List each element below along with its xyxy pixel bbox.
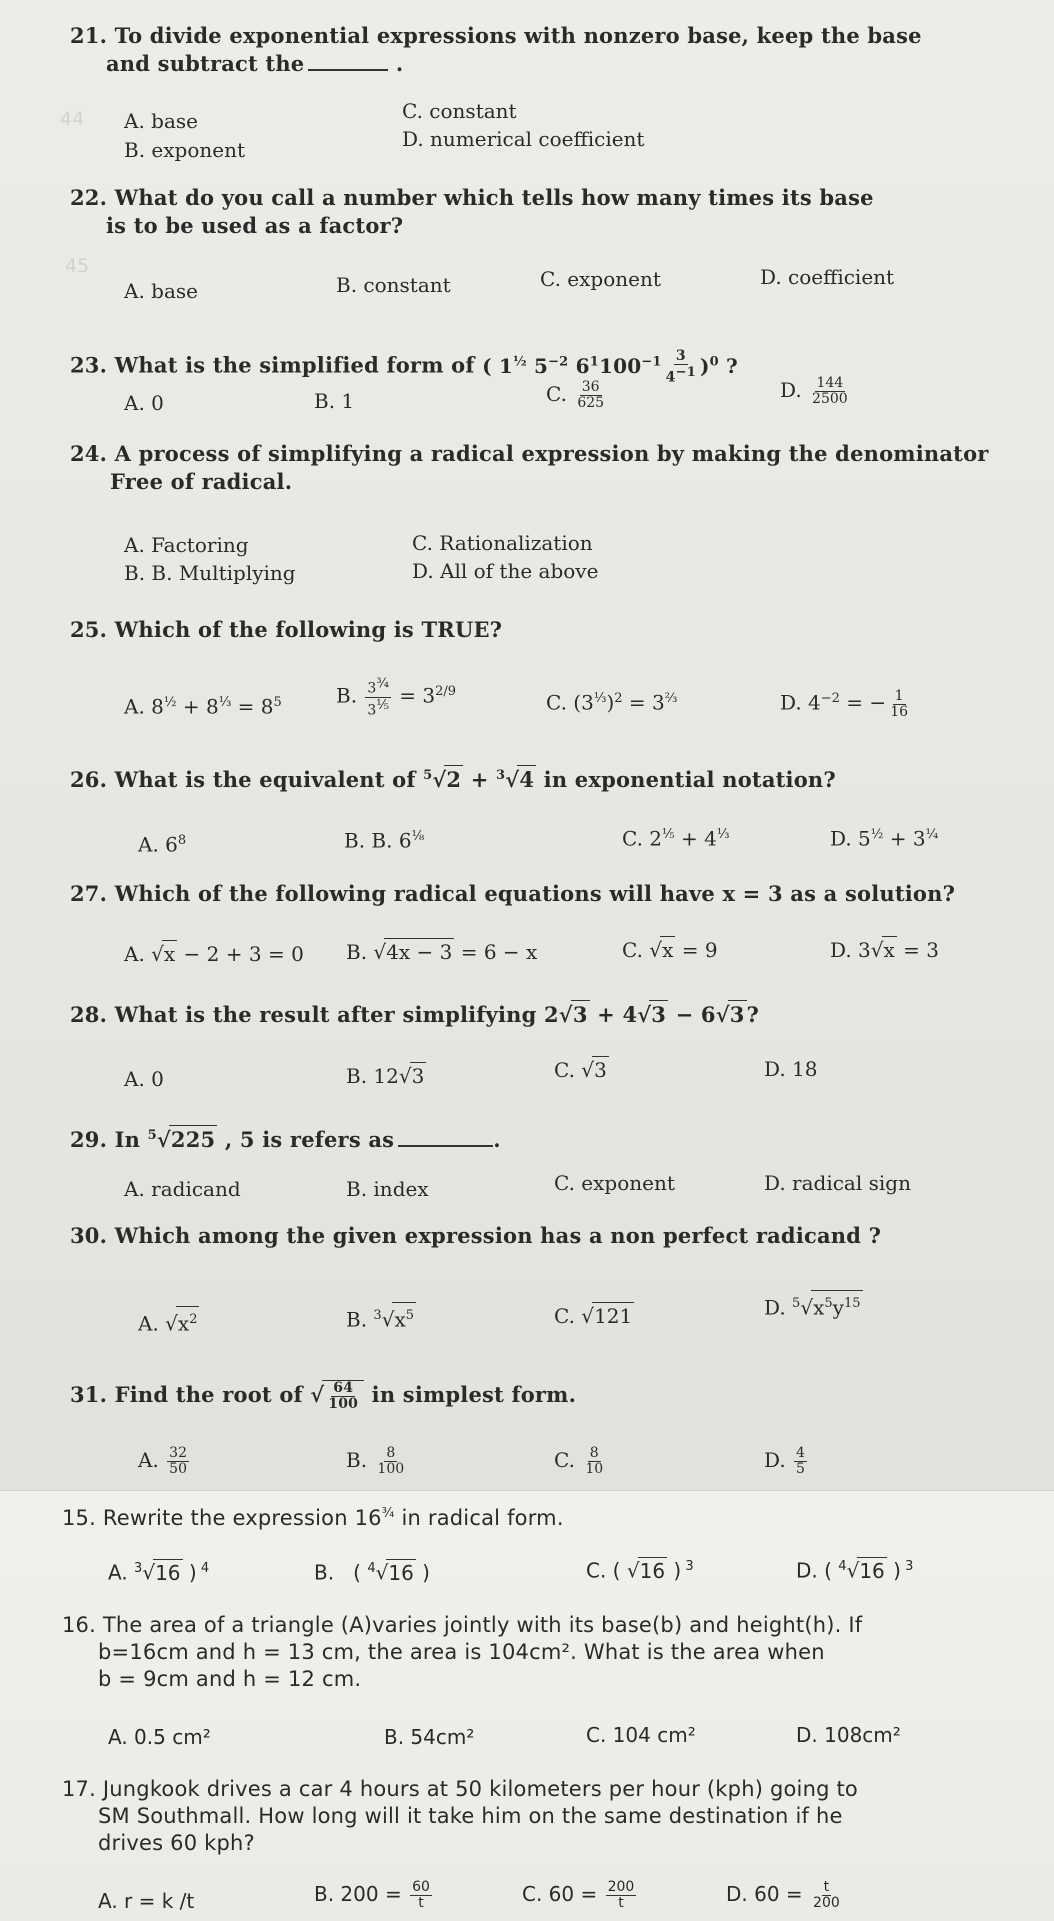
- bleed-through-mark: 45: [65, 255, 90, 277]
- q26-option-a[interactable]: A. $6^8$: [138, 832, 187, 857]
- q31-option-b[interactable]: B. $\frac{8}{100}$: [346, 1445, 405, 1477]
- q26-option-c[interactable]: C. $2^{\frac{1}{5}} + 4^{\frac{1}{3}}$: [622, 826, 730, 851]
- question-23: 23. What is the simplified form of ( $1^{\frac{1}{2}}$ $5^{-2}$ $6^1100^{-1}$ $\frac{3}{4^{-1}}$ )$^0$ ?: [70, 347, 738, 386]
- q31-option-c[interactable]: C. $\frac{8}{10}$: [554, 1445, 604, 1477]
- q27-option-d[interactable]: D. 3√x = 3: [830, 938, 939, 962]
- q31-expression: √ $\frac{64}{100}$: [310, 1382, 364, 1407]
- q23-option-b[interactable]: B. 1: [314, 389, 355, 413]
- q27-option-b[interactable]: B. √4x − 3 = 6 − x: [346, 940, 538, 964]
- q27-option-a[interactable]: A. √x − 2 + 3 = 0: [124, 942, 304, 966]
- q15-option-c[interactable]: C. ( √16 ) $^3$: [586, 1558, 694, 1583]
- q17-option-c[interactable]: C. 60 = $\frac{200}{t}$: [522, 1879, 635, 1911]
- question-15: 15. Rewrite the expression $16^{\frac{3}{4}}$ in radical form.: [62, 1506, 564, 1530]
- question-28: 28. What is the result after simplifying 2√3 + 4√3 − 6√3?: [70, 1002, 760, 1027]
- q17-option-b[interactable]: B. 200 = $\frac{60}{t}$: [314, 1879, 430, 1911]
- q22-option-a[interactable]: A. base: [124, 279, 198, 303]
- q28-option-d[interactable]: D. 18: [764, 1057, 818, 1081]
- q29-expression: $^5$√225: [147, 1127, 216, 1152]
- q24-option-c[interactable]: C. Rationalization: [412, 531, 593, 555]
- q26-option-b[interactable]: B. B. $6^{\frac{1}{8}}$: [344, 828, 425, 853]
- q15-option-d[interactable]: D. ( $^4$√16 ) $^3$: [796, 1558, 914, 1583]
- q25-option-a[interactable]: A. $8^{\frac{1}{2}} + 8^{\frac{1}{3}} = 8^5$: [124, 694, 282, 719]
- q16-option-c[interactable]: C. 104 cm²: [586, 1723, 696, 1747]
- q30-option-a[interactable]: A. $√x^2$: [138, 1306, 199, 1337]
- q23-option-d[interactable]: D. $\frac{144}{2500}$: [780, 375, 848, 407]
- q21-option-d[interactable]: D. numerical coefficient: [402, 127, 645, 151]
- q17-option-d[interactable]: D. 60 = $\frac{t}{200}$: [726, 1879, 840, 1911]
- q29-option-d[interactable]: D. radical sign: [764, 1171, 911, 1195]
- q30-option-c[interactable]: C. √121: [554, 1304, 633, 1328]
- q28-option-c[interactable]: C. √3: [554, 1058, 607, 1082]
- q28-option-a[interactable]: A. 0: [124, 1067, 164, 1091]
- question-30: 30. Which among the given expression has a non perfect radicand ?: [70, 1223, 882, 1248]
- q23-option-a[interactable]: A. 0: [124, 391, 164, 415]
- q23-expression: ( $1^{\frac{1}{2}}$ $5^{-2}$ $6^1100^{-1}$ $\frac{3}{4^{-1}}$ )$^0$ ?: [482, 347, 738, 386]
- question-16: 16. The area of a triangle (A)varies jointly with its base(b) and height(h). If b=16cm and h = 13 cm, the area is 104cm². What is the area when b = 9cm and h = 12 cm.: [62, 1613, 863, 1691]
- q21-option-a[interactable]: A. base: [124, 109, 198, 133]
- q31-option-a[interactable]: A. $\frac{32}{50}$: [138, 1445, 187, 1477]
- q21-option-c[interactable]: C. constant: [402, 99, 517, 123]
- q21-option-b[interactable]: B. exponent: [124, 138, 246, 162]
- q29-option-a[interactable]: A. radicand: [124, 1177, 241, 1201]
- q24-option-d[interactable]: D. All of the above: [412, 559, 599, 583]
- bleed-through-mark: 44: [60, 108, 85, 130]
- q22-option-c[interactable]: C. exponent: [540, 267, 661, 291]
- q22-option-b[interactable]: B. constant: [336, 273, 451, 297]
- q28-option-b[interactable]: B. 12√3: [346, 1064, 425, 1088]
- q15-option-a[interactable]: A. $^3$√16 ) $^4$: [108, 1560, 210, 1585]
- q17-option-a[interactable]: A. r = k /t: [98, 1889, 195, 1913]
- question-29: 29. In $^5$√225 , 5 is refers as .: [70, 1127, 501, 1152]
- q24-option-a[interactable]: A. Factoring: [124, 533, 249, 557]
- question-21: 21. To divide exponential expressions with nonzero base, keep the base and subtract the .: [70, 23, 922, 76]
- q25-option-d[interactable]: D. $4^{-2}$ = − $\frac{1}{16}$: [780, 687, 909, 720]
- q25-option-b[interactable]: B. $\frac{3^{\frac{3}{4}}}{3^{\frac{1}{5}}}$ = $3^{2/9}$: [336, 676, 457, 719]
- q30-option-d[interactable]: D. $^5√x^5y^{15}$: [764, 1290, 863, 1321]
- q22-option-d[interactable]: D. coefficient: [760, 265, 895, 289]
- q15-option-b[interactable]: B. ( $^4$√16 ): [314, 1560, 430, 1585]
- question-25: 25. Which of the following is TRUE?: [70, 617, 503, 642]
- question-26: 26. What is the equivalent of $^5$√2 + $^3$√4 in exponential notation?: [70, 767, 836, 792]
- q16-option-d[interactable]: D. 108cm²: [796, 1723, 901, 1747]
- question-17: 17. Jungkook drives a car 4 hours at 50 kilometers per hour (kph) going to SM Southmall. How long will it take him on the same destination if he drives 60 kph?: [62, 1777, 858, 1855]
- q16-option-b[interactable]: B. 54cm²: [384, 1725, 475, 1749]
- q25-option-c[interactable]: C. $(3^{\frac{1}{3}})^2 = 3^{\frac{2}{3}}$: [546, 690, 678, 715]
- question-24: 24. A process of simplifying a radical expression by making the denominator Free of radical.: [70, 441, 989, 494]
- q23-option-c[interactable]: C. $\frac{36}{625}$: [546, 379, 605, 411]
- q27-option-c[interactable]: C. √x = 9: [622, 938, 718, 962]
- question-27: 27. Which of the following radical equations will have x = 3 as a solution?: [70, 881, 956, 906]
- q15-expression: $16^{\frac{3}{4}}$: [354, 1506, 395, 1530]
- q24-option-b[interactable]: B. B. Multiplying: [124, 561, 296, 585]
- q31-option-d[interactable]: D. $\frac{4}{5}$: [764, 1445, 805, 1477]
- question-22: 22. What do you call a number which tells how many times its base is to be used as a factor?: [70, 185, 874, 238]
- q28-expression: 2√3 + 4√3 − 6√3?: [544, 1002, 760, 1027]
- q30-option-b[interactable]: B. $^3√x^5$: [346, 1302, 416, 1333]
- q26-option-d[interactable]: D. $5^{\frac{1}{2}} + 3^{\frac{1}{4}}$: [830, 826, 939, 851]
- q29-option-c[interactable]: C. exponent: [554, 1171, 675, 1195]
- q29-option-b[interactable]: B. index: [346, 1177, 429, 1201]
- question-31: 31. Find the root of √ $\frac{64}{100}$ in simplest form.: [70, 1380, 577, 1412]
- q26-expression: $^5$√2 + $^3$√4: [423, 767, 535, 792]
- q16-option-a[interactable]: A. 0.5 cm²: [108, 1725, 211, 1749]
